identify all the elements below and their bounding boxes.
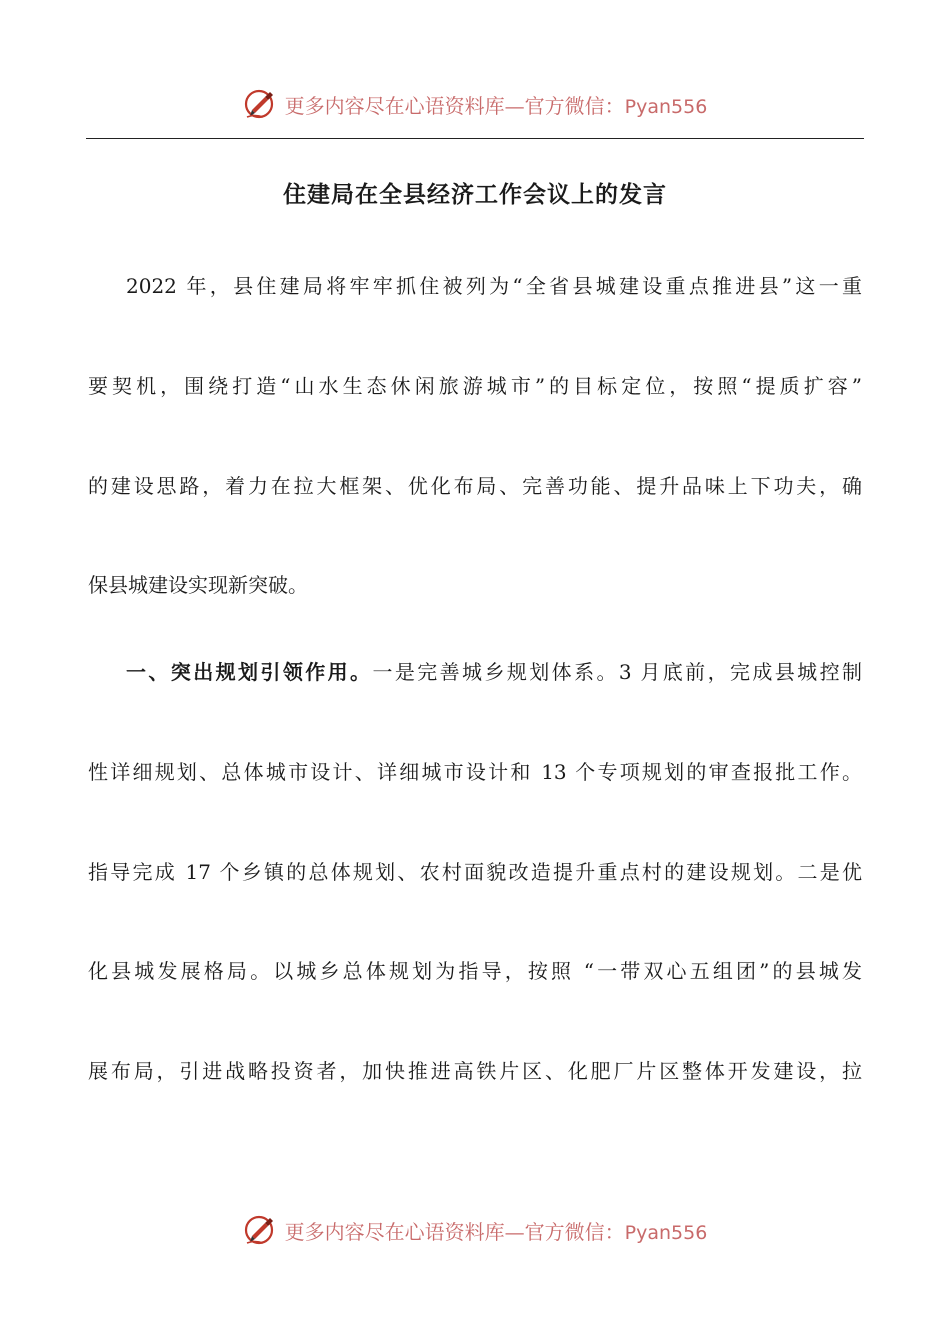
- footer-brand-prefix: 更多内容尽在心语资料库: [284, 1219, 505, 1244]
- pen-logo-icon: [243, 86, 279, 122]
- section-1-first-line: [88, 658, 862, 686]
- paragraph-line: 指导完成 17 个乡镇的总体规划、农村面貌改造提升重点村的建设规划。二是优: [88, 860, 862, 884]
- footer-wechat-id: Pyan556: [624, 1221, 708, 1244]
- section-1-first-line-text: 一是完善城乡规划体系。3 月底前，完成县城控制: [372, 660, 862, 684]
- document-title: 住建局在全县经济工作会议上的发言: [283, 182, 667, 208]
- header-wechat-id: Pyan556: [624, 95, 708, 118]
- header-wechat-label: 官方微信：: [524, 93, 625, 118]
- header-divider: [86, 138, 864, 139]
- header-brand-text: [285, 90, 708, 119]
- paragraph-line: 保县城建设实现新突破。: [88, 573, 308, 597]
- footer-brand-dash: —: [504, 1219, 525, 1244]
- footer-brand-text: [285, 1216, 708, 1245]
- section-1-heading: 一、突出规划引领作用。: [126, 660, 373, 684]
- header-brand: [0, 82, 950, 126]
- paragraph-line: 要契机，围绕打造“山水生态休闲旅游城市”的目标定位，按照“提质扩容”: [88, 374, 862, 398]
- paragraph-line: 的建设思路，着力在拉大框架、优化布局、完善功能、提升品味上下功夫，确: [88, 474, 862, 498]
- header-brand-prefix: 更多内容尽在心语资料库: [284, 93, 505, 118]
- footer-wechat-label: 官方微信：: [524, 1219, 625, 1244]
- header-brand-dash: —: [504, 93, 525, 118]
- footer-brand: [0, 1208, 950, 1252]
- paragraph-line: 性详细规划、总体城市设计、详细城市设计和 13 个专项规划的审查报批工作。: [88, 760, 862, 784]
- paragraph-line: 展布局，引进战略投资者，加快推进高铁片区、化肥厂片区整体开发建设，拉: [88, 1059, 862, 1083]
- paragraph-line: 2022 年，县住建局将牢牢抓住被列为“全省县城建设重点推进县”这一重: [126, 274, 862, 298]
- paragraph-line: 化县城发展格局。以城乡总体规划为指导，按照 “一带双心五组团”的县城发: [88, 959, 862, 983]
- pen-logo-icon: [243, 1212, 279, 1248]
